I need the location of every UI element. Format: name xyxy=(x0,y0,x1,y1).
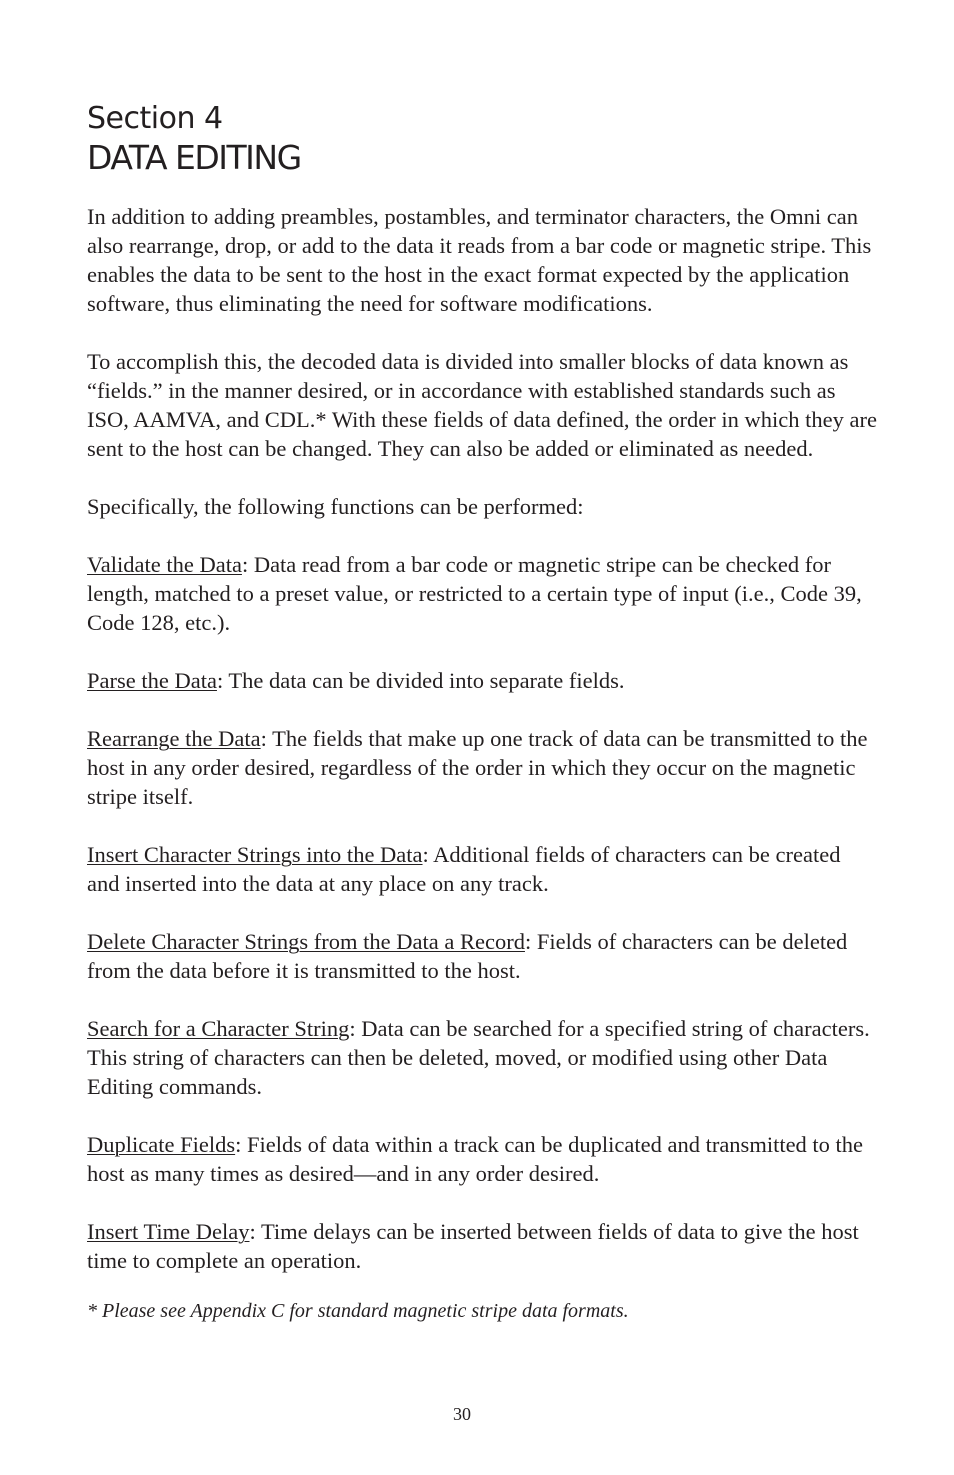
function-term: Parse the Data xyxy=(87,668,217,693)
function-term: Insert Character Strings into the Data xyxy=(87,842,423,867)
function-description: : Time delays can be inserted between fields of data to give the host time to complete an operation. xyxy=(87,1219,859,1273)
page-title: DATA EDITING xyxy=(87,138,301,177)
function-item-delete-strings xyxy=(87,927,877,985)
function-description: : Additional fields of characters can be created and inserted into the data at any place on any track. xyxy=(87,842,841,896)
intro-paragraph: In addition to adding preambles, postambles, and terminator characters, the Omni can also rearrange, drop, or add to the data it reads from a bar code or magnetic stripe. This enables the data to be sent to the host in the exact format expected by the application software, thus eliminating the need for software modifications. xyxy=(87,204,872,316)
function-description: : The data can be divided into separate fields. xyxy=(216,668,625,693)
document-page xyxy=(87,100,877,1324)
function-term: Duplicate Fields xyxy=(87,1132,236,1157)
function-item-insert-strings xyxy=(87,840,877,898)
function-item-time-delay xyxy=(87,1217,877,1275)
function-item-validate xyxy=(87,550,877,637)
function-description: : Fields of characters can be deleted from the data before it is transmitted to the host. xyxy=(87,929,848,983)
function-item-duplicate xyxy=(87,1130,877,1188)
function-item-parse xyxy=(87,666,877,695)
function-description: : Data can be searched for a specified string of characters. This string of characters can then be deleted, moved, or modified using other Data Editing commands. xyxy=(87,1016,870,1099)
function-description: : Data read from a bar code or magnetic stripe can be checked for length, matched to a preset value, or restricted to a certain type of input (i.e., Code 39, Code 128, etc.). xyxy=(87,552,862,635)
function-description: : The fields that make up one track of data can be transmitted to the host in any order desired, regardless of the order in which they occur on the magnetic stripe itself. xyxy=(87,726,868,809)
function-item-search xyxy=(87,1014,877,1101)
function-term: Validate the Data xyxy=(87,552,242,577)
function-item-rearrange xyxy=(87,724,877,811)
fields-paragraph: To accomplish this, the decoded data is divided into smaller blocks of data known as “fields.” in the manner desired, or in accordance with established standards such as ISO, AAMVA, and CDL.* With these fields of data defined, the order in which they are sent to the host can be changed. They can also be added or eliminated as needed. xyxy=(87,349,877,461)
function-term: Delete Character Strings from the Data a Record xyxy=(87,929,525,954)
function-description: : Fields of data within a track can be duplicated and transmitted to the host as many times as desired—and in any order desired. xyxy=(87,1132,864,1186)
function-term: Search for a Character String xyxy=(87,1016,350,1041)
functions-lead-in: Specifically, the following functions can be performed: xyxy=(87,494,584,519)
section-label: Section 4 xyxy=(87,101,223,136)
function-term: Insert Time Delay xyxy=(87,1219,250,1244)
function-term: Rearrange the Data xyxy=(87,726,261,751)
page-number: 30 xyxy=(453,1404,471,1424)
footnote: * Please see Appendix C for standard magnetic stripe data formats. xyxy=(87,1300,629,1322)
